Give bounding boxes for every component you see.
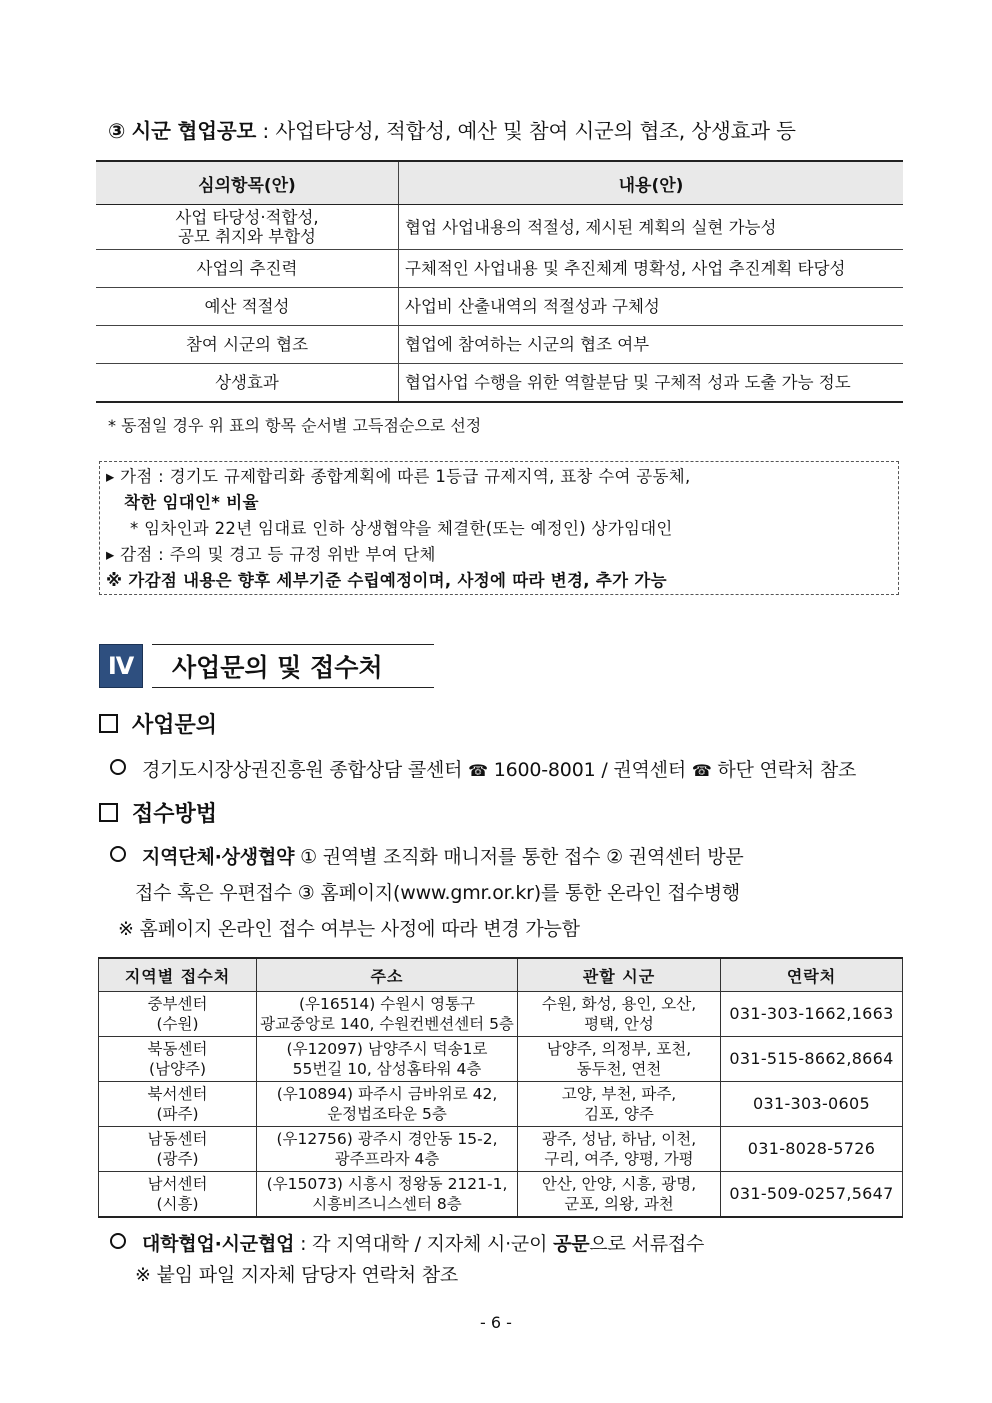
item-line: 사업 타당성·적합성, <box>175 208 319 227</box>
univ-line <box>110 1229 704 1256</box>
table-cell-content: 협업 사업내용의 적절성, 제시된 계획의 실현 가능성 <box>399 205 904 250</box>
area-line: 김포, 양주 <box>584 1105 654 1123</box>
warning-text: ※ 가감점 내용은 향후 세부기준 수립예정이며, 사정에 따라 변경, 추가 가능 <box>106 571 667 590</box>
area-cell <box>518 1172 721 1218</box>
center-name-cell <box>99 992 257 1037</box>
plus-line <box>106 464 892 490</box>
circle-bullet-icon <box>110 1233 126 1249</box>
center-name: 남서센터 <box>147 1175 208 1193</box>
table-cell-item: 예산 적절성 <box>96 288 399 326</box>
table-cell-content: 협업사업 수행을 위한 역할분담 및 구체적 성과 도출 가능 정도 <box>399 364 904 403</box>
area-line: 고양, 부천, 파주, <box>561 1085 677 1103</box>
area-line: 구리, 여주, 양평, 가평 <box>544 1150 694 1168</box>
address-line: (우12097) 남양주시 덕송1로 <box>286 1040 488 1058</box>
col-header-address: 주소 <box>257 958 518 992</box>
table-cell-content: 구체적인 사업내용 및 추진체계 명확성, 사업 추진계획 타당성 <box>399 250 904 288</box>
section-number: ③ <box>108 119 126 143</box>
table-row <box>99 1082 903 1127</box>
center-name: 중부센터 <box>147 995 208 1013</box>
phone-icon: ☎ <box>691 761 712 780</box>
chapter-title: 사업문의 및 접수처 <box>152 644 434 688</box>
table-row <box>96 364 903 403</box>
area-cell <box>518 1037 721 1082</box>
table-row <box>96 326 903 364</box>
univ-note: ※ 붙임 파일 지자체 담당자 연락처 참조 <box>135 1264 459 1286</box>
triangle-bullet-icon: ▸ <box>106 545 115 564</box>
area-line: 남양주, 의정부, 포천, <box>546 1040 692 1058</box>
col-header-item: 심의항목(안) <box>96 161 399 205</box>
address-line: (우16514) 수원시 영통구 <box>298 995 476 1013</box>
phone-cell: 031-303-1662,1663 <box>721 992 903 1037</box>
address-cell <box>257 1172 518 1218</box>
univ-label: 대학협업·시군협업 <box>142 1233 295 1255</box>
address-line: 광주프라자 4층 <box>334 1150 440 1168</box>
univ-text-bold: 공문 <box>553 1233 590 1255</box>
table-row <box>99 992 903 1037</box>
col-header-area: 관할 시군 <box>518 958 721 992</box>
area-line: 평택, 안성 <box>584 1015 654 1033</box>
table-cell-item: 상생효과 <box>96 364 399 403</box>
center-name: 남동센터 <box>147 1130 208 1148</box>
address-cell <box>257 1127 518 1172</box>
table-row <box>96 250 903 288</box>
evaluation-table <box>96 160 903 403</box>
center-name-cell <box>99 1082 257 1127</box>
table-row <box>96 205 903 250</box>
center-city: (남양주) <box>148 1060 206 1078</box>
section-desc: : 사업타당성, 적합성, 예산 및 참여 시군의 협조, 상생효과 등 <box>256 119 796 143</box>
inquiry-text: 1600-8001 / 권역센터 <box>487 759 692 781</box>
inquiry-text: 경기도시장상권진흥원 종합상담 콜센터 <box>142 759 469 781</box>
inquiry-heading-text: 사업문의 <box>132 713 218 738</box>
triangle-bullet-icon: ▸ <box>106 467 115 486</box>
area-line: 군포, 의왕, 과천 <box>564 1195 674 1213</box>
phone-cell: 031-303-0605 <box>721 1082 903 1127</box>
chapter-number-badge: Ⅳ <box>99 644 143 688</box>
phone-cell: 031-8028-5726 <box>721 1127 903 1172</box>
address-line: (우15073) 시흥시 정왕동 2121-1, <box>266 1175 508 1193</box>
area-line: 안산, 안양, 시흥, 광명, <box>541 1175 697 1193</box>
table-header-row <box>96 161 903 205</box>
table-row <box>99 1037 903 1082</box>
address-line: (우10894) 파주시 금바위로 42, <box>276 1085 498 1103</box>
center-name: 북서센터 <box>147 1085 208 1103</box>
col-header-content: 내용(안) <box>399 161 904 205</box>
table-row <box>99 1127 903 1172</box>
plus-text: 가점 : 경기도 규제합리화 종합계획에 따른 1등급 규제지역, 표창 수여 공동체, <box>120 467 691 486</box>
inquiry-line <box>110 755 856 782</box>
area-line: 광주, 성남, 하남, 이천, <box>541 1130 697 1148</box>
plus-text-bold: 착한 임대인* 비율 <box>124 493 259 512</box>
square-bullet-icon <box>99 714 118 733</box>
address-line: (우12756) 광주시 경안동 15-2, <box>276 1130 498 1148</box>
center-name: 북동센터 <box>147 1040 208 1058</box>
address-line: 운정법조타운 5층 <box>327 1105 447 1123</box>
regional-line-1 <box>110 842 744 869</box>
plus-line-2 <box>106 490 892 516</box>
table-row <box>96 288 903 326</box>
regional-label: 지역단체·상생협약 <box>142 846 295 868</box>
centers-table <box>98 957 903 1218</box>
area-line: 동두천, 연천 <box>576 1060 662 1078</box>
inquiry-heading <box>99 708 217 739</box>
center-name-cell <box>99 1037 257 1082</box>
inquiry-text: 하단 연락처 참조 <box>711 759 857 781</box>
table-header-row <box>99 958 903 992</box>
center-city: (수원) <box>156 1015 199 1033</box>
table-row <box>99 1172 903 1218</box>
method-heading-text: 접수방법 <box>132 802 218 827</box>
address-line: 시흥비즈니스센터 8층 <box>312 1195 462 1213</box>
address-cell <box>257 992 518 1037</box>
univ-text: 으로 서류접수 <box>589 1233 705 1255</box>
minus-line <box>106 542 892 568</box>
regional-line-2: 접수 혹은 우편접수 ③ 홈페이지(www.gmr.or.kr)를 통한 온라인 접수병행 <box>135 882 741 904</box>
page-number: - 6 - <box>480 1313 512 1332</box>
univ-text: : 각 지역대학 / 지자체 시·군이 <box>294 1233 554 1255</box>
phone-cell: 031-509-0257,5647 <box>721 1172 903 1218</box>
phone-icon: ☎ <box>468 761 488 780</box>
plus-footnote: * 임차인과 22년 임대료 인하 상생협약을 체결한(또는 예정인) 상가임대인 <box>130 519 673 538</box>
circle-bullet-icon <box>110 846 126 862</box>
online-note: ※ 홈페이지 온라인 접수 여부는 사정에 따라 변경 가능함 <box>118 918 580 940</box>
address-line: 55번길 10, 삼성홈타워 4층 <box>292 1060 482 1078</box>
center-city: (시흥) <box>156 1195 199 1213</box>
table-cell-item: 사업의 추진력 <box>96 250 399 288</box>
section-heading <box>108 114 796 144</box>
minus-text: 감점 : 주의 및 경고 등 규정 위반 부여 단체 <box>120 545 436 564</box>
table-cell-item <box>96 205 399 250</box>
col-header-center: 지역별 접수처 <box>99 958 257 992</box>
method-heading <box>99 797 217 828</box>
circle-bullet-icon <box>110 759 126 775</box>
area-cell <box>518 1082 721 1127</box>
warning-line <box>106 568 892 594</box>
address-cell <box>257 1082 518 1127</box>
center-name-cell <box>99 1127 257 1172</box>
center-city: (파주) <box>156 1105 199 1123</box>
address-line: 광교중앙로 140, 수원컨벤션센터 5층 <box>260 1015 514 1033</box>
area-line: 수원, 화성, 용인, 오산, <box>541 995 697 1013</box>
area-cell <box>518 992 721 1037</box>
table-cell-content: 사업비 산출내역의 적절성과 구체성 <box>399 288 904 326</box>
regional-text: ① 권역별 조직화 매니저를 통한 접수 ② 권역센터 방문 <box>294 846 744 868</box>
bonus-penalty-box <box>99 461 899 595</box>
area-cell <box>518 1127 721 1172</box>
center-city: (광주) <box>156 1150 199 1168</box>
table-cell-content: 협업에 참여하는 시군의 협조 여부 <box>399 326 904 364</box>
table-cell-item: 참여 시군의 협조 <box>96 326 399 364</box>
tie-note: * 동점일 경우 위 표의 항목 순서별 고득점순으로 선정 <box>108 416 482 435</box>
address-cell <box>257 1037 518 1082</box>
phone-cell: 031-515-8662,8664 <box>721 1037 903 1082</box>
section-title: 시군 협업공모 <box>131 119 257 143</box>
item-line: 공모 취지와 부합성 <box>177 227 316 246</box>
center-name-cell <box>99 1172 257 1218</box>
square-bullet-icon <box>99 803 118 822</box>
col-header-phone: 연락처 <box>721 958 903 992</box>
